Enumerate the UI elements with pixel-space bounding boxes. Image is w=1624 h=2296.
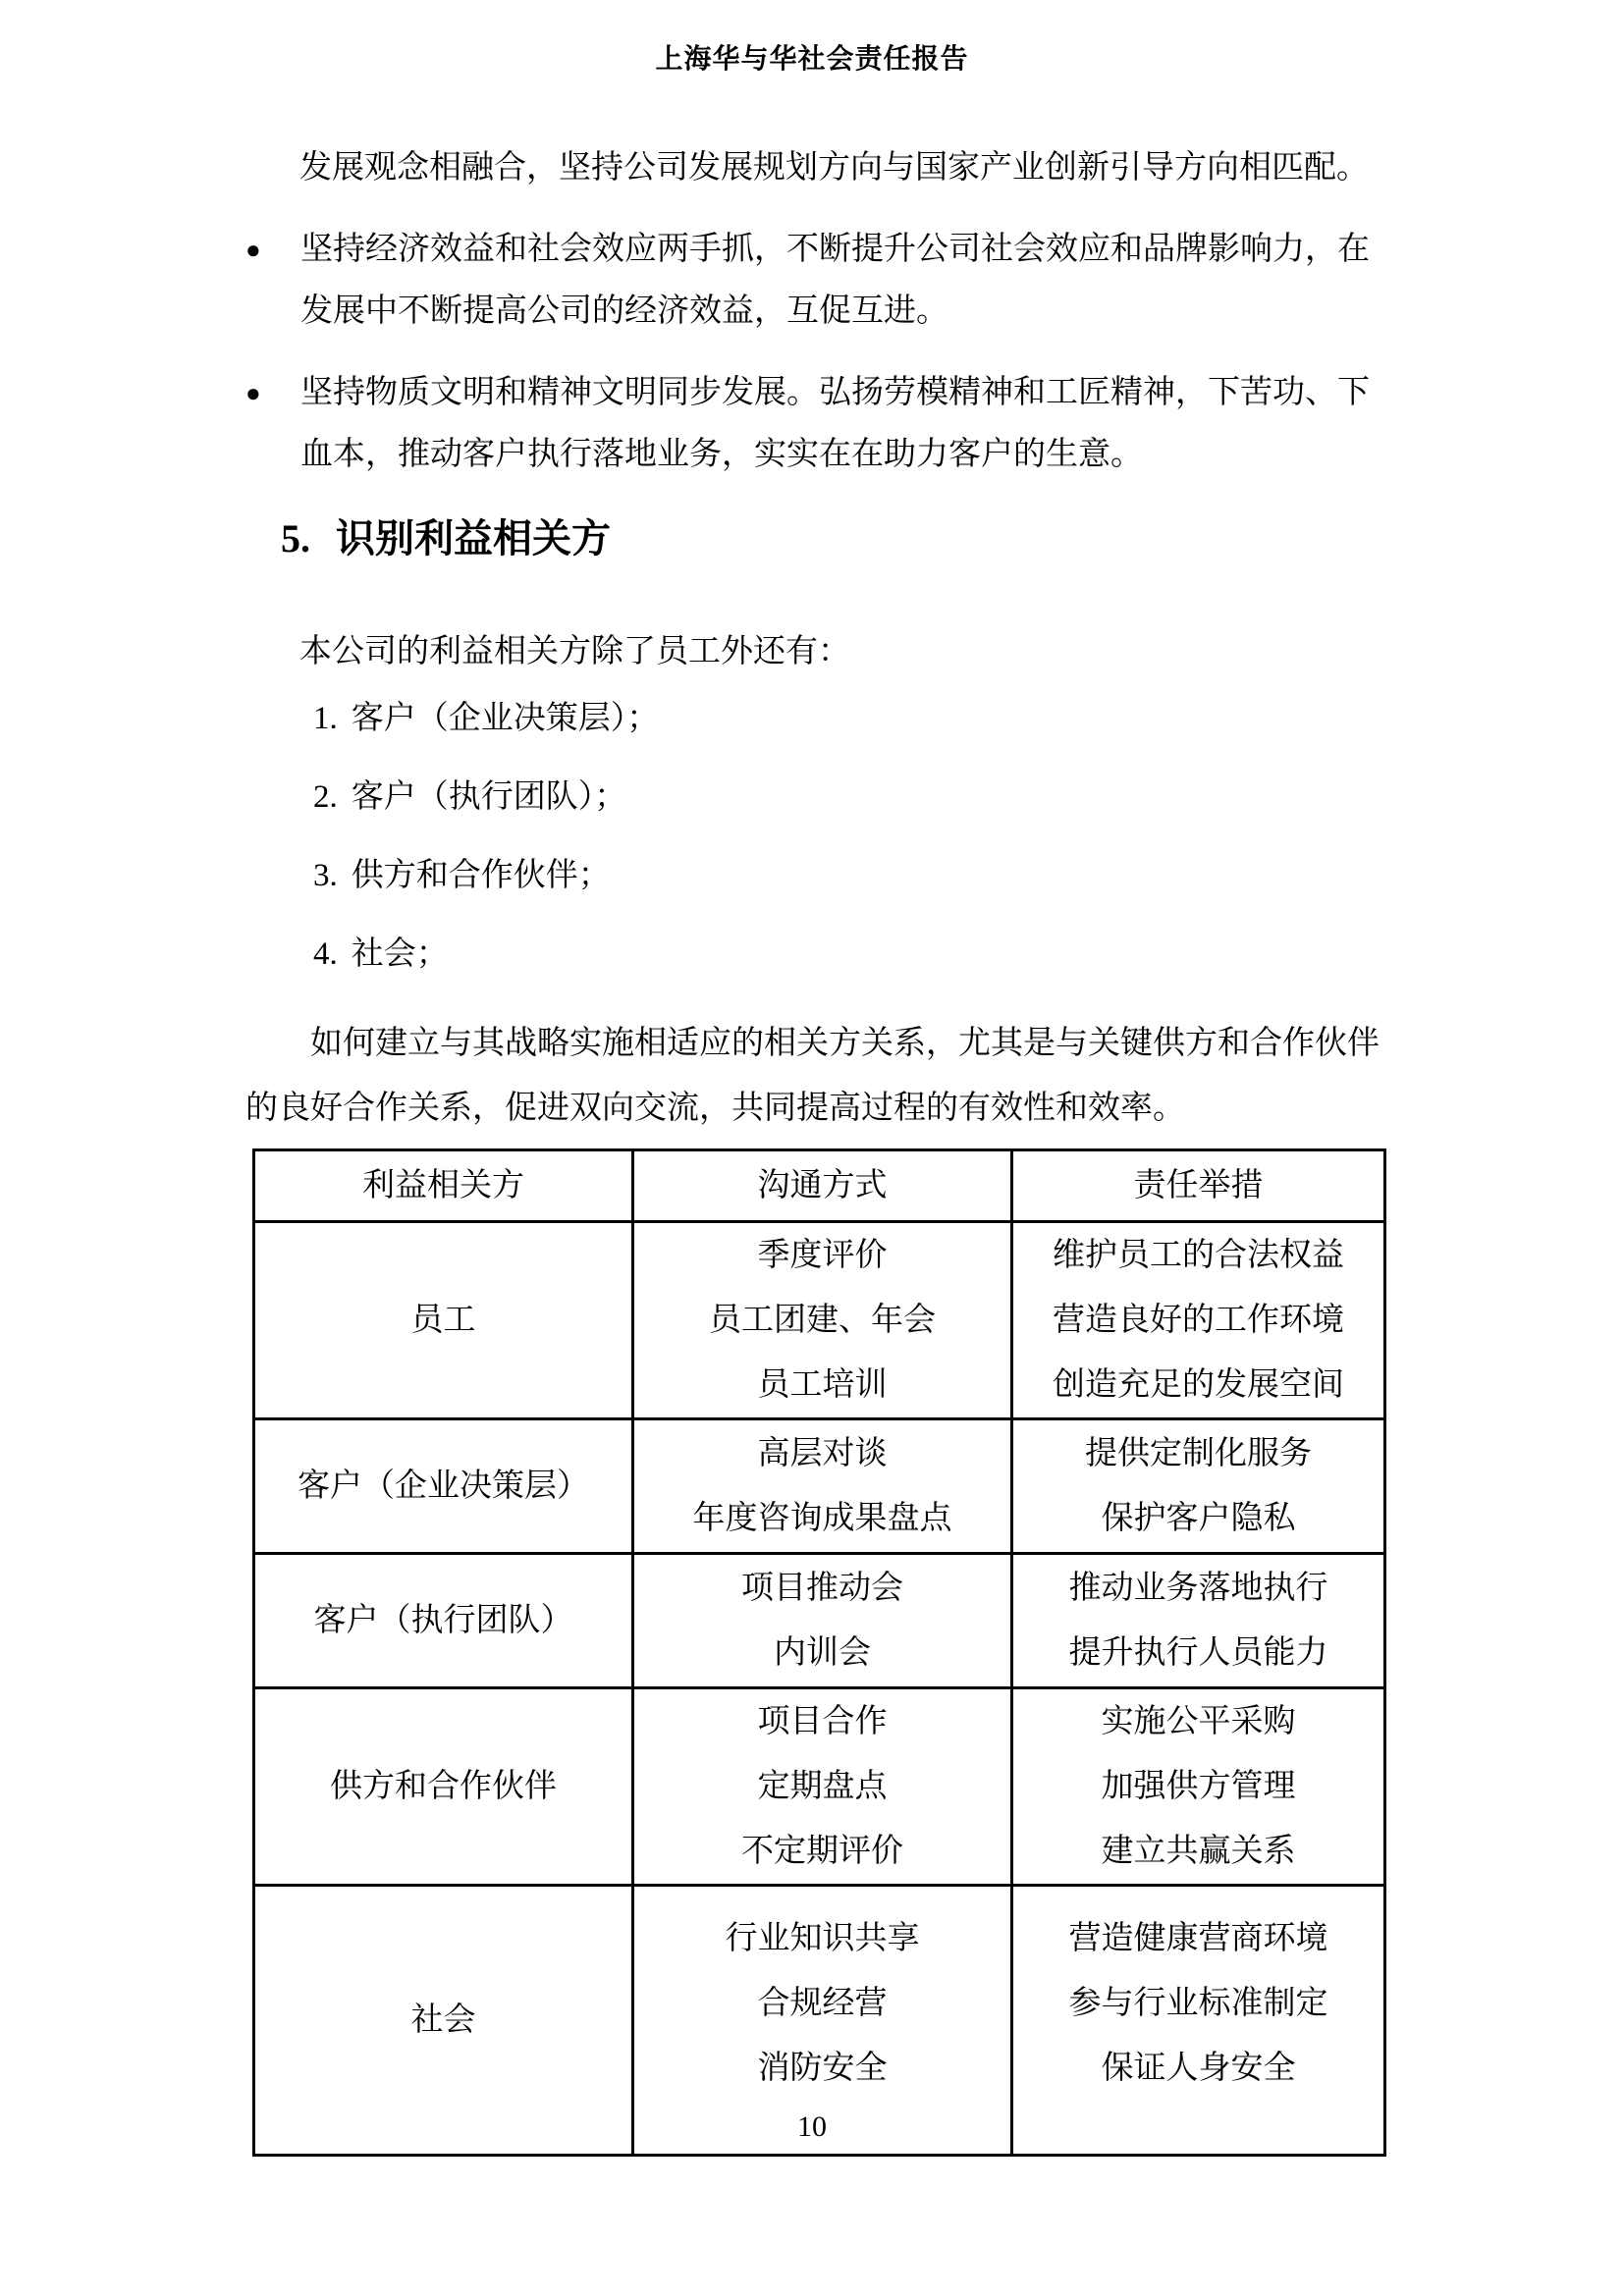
communication-cell (633, 1688, 1012, 1886)
bullet-list (245, 219, 1384, 486)
table-row (254, 1419, 1385, 1554)
bullet-item (245, 362, 1384, 486)
table-header-stakeholder: 利益相关方 (254, 1150, 633, 1222)
stakeholder-cell: 客户（企业决策层） (254, 1419, 633, 1554)
cell-line: 参与行业标准制定 (1068, 1986, 1328, 2021)
document-header-title: 上海华与华社会责任报告 (655, 43, 969, 74)
list-item-number: 3. (313, 858, 338, 893)
stakeholder-cell: 员工 (254, 1222, 633, 1419)
communication-cell (633, 1222, 1012, 1419)
list-item-number: 2. (313, 779, 338, 815)
cell-line: 推动业务落地执行 (1068, 1571, 1328, 1606)
cell-line: 季度评价 (757, 1238, 888, 1273)
table-header-row (254, 1150, 1385, 1222)
measures-cell (1012, 1419, 1385, 1554)
measures-cell (1012, 1554, 1385, 1688)
bullet-item-text: 坚持经济效益和社会效应两手抓，不断提升公司社会效应和品牌影响力，在发展中不断提高公司的经济效益，互促互进。 (300, 232, 1370, 329)
list-item-text: 客户（企业决策层）； (351, 701, 660, 736)
continuation-paragraph: 发展观念相融合，坚持公司发展规划方向与国家产业创新引导方向相匹配。 (299, 150, 1369, 186)
list-item-number: 4. (313, 936, 338, 972)
list-item (313, 933, 1384, 976)
list-item (313, 854, 1384, 897)
cell-line: 保证人身安全 (1101, 2051, 1296, 2086)
table-row (254, 1554, 1385, 1688)
stakeholder-list (245, 697, 1384, 976)
cell-line: 定期盘点 (757, 1769, 888, 1804)
cell-line: 项目推动会 (741, 1571, 903, 1606)
bullet-item (245, 219, 1384, 343)
table-header-communication: 沟通方式 (633, 1150, 1012, 1222)
stakeholders-table (252, 1148, 1386, 2157)
cell-line: 不定期评价 (741, 1834, 903, 1869)
document-body (245, 137, 1384, 2157)
list-item-text: 供方和合作伙伴； (351, 858, 611, 893)
cell-line: 年度咨询成果盘点 (692, 1501, 952, 1536)
bullet-item-text: 坚持物质文明和精神文明同步发展。弘扬劳模精神和工匠精神，下苦功、下血本，推动客户执行落地业务，实实在在助力客户的生意。 (300, 375, 1370, 472)
bullet-marker-icon: ● (245, 236, 261, 264)
cell-line: 高层对谈 (757, 1436, 888, 1471)
section-heading (281, 515, 1384, 562)
list-item-text: 社会； (351, 936, 449, 972)
list-item (313, 775, 1384, 819)
table-header-measures: 责任举措 (1012, 1150, 1385, 1222)
communication-cell (633, 1419, 1012, 1554)
table-row (254, 1222, 1385, 1419)
stakeholder-cell: 供方和合作伙伴 (254, 1688, 633, 1886)
bullet-marker-icon: ● (245, 379, 261, 407)
cell-line: 员工团建、年会 (709, 1303, 936, 1338)
cell-line: 消防安全 (757, 2051, 888, 2086)
cell-line: 实施公平采购 (1101, 1704, 1296, 1739)
list-item (313, 697, 1384, 740)
cell-line: 建立共赢关系 (1101, 1834, 1296, 1869)
cell-line: 行业知识共享 (725, 1921, 920, 1956)
section-number: 5. (281, 516, 310, 561)
measures-cell (1012, 1688, 1385, 1886)
measures-cell (1012, 1222, 1385, 1419)
stakeholder-cell: 客户（执行团队） (254, 1554, 633, 1688)
communication-cell (633, 1554, 1012, 1688)
cell-line: 提升执行人员能力 (1068, 1635, 1328, 1671)
cell-line: 合规经营 (757, 1986, 888, 2021)
section-title: 识别利益相关方 (336, 516, 611, 561)
cell-line: 员工培训 (757, 1367, 888, 1403)
cell-line: 保护客户隐私 (1101, 1501, 1296, 1536)
body-paragraph: 如何建立与其战略实施相适应的相关方关系，尤其是与关键供方和合作伙伴的良好合作关系，促进双向交流，共同提高过程的有效性和效率。 (245, 1026, 1380, 1126)
cell-line: 内训会 (774, 1635, 871, 1671)
stakeholder-cell: 社会 (254, 1886, 633, 2156)
cell-line: 项目合作 (757, 1704, 888, 1739)
cell-line: 提供定制化服务 (1085, 1436, 1312, 1471)
cell-line: 加强供方管理 (1101, 1769, 1296, 1804)
list-item-text: 客户（执行团队）； (351, 779, 627, 815)
cell-line: 营造健康营商环境 (1068, 1921, 1328, 1956)
page-number: 10 (797, 2110, 827, 2143)
intro-paragraph: 本公司的利益相关方除了员工外还有： (299, 634, 850, 669)
list-item-number: 1. (313, 701, 338, 736)
cell-line: 维护员工的合法权益 (1053, 1238, 1344, 1273)
cell-line: 营造良好的工作环境 (1053, 1303, 1344, 1338)
cell-line: 创造充足的发展空间 (1053, 1367, 1344, 1403)
table-row (254, 1688, 1385, 1886)
